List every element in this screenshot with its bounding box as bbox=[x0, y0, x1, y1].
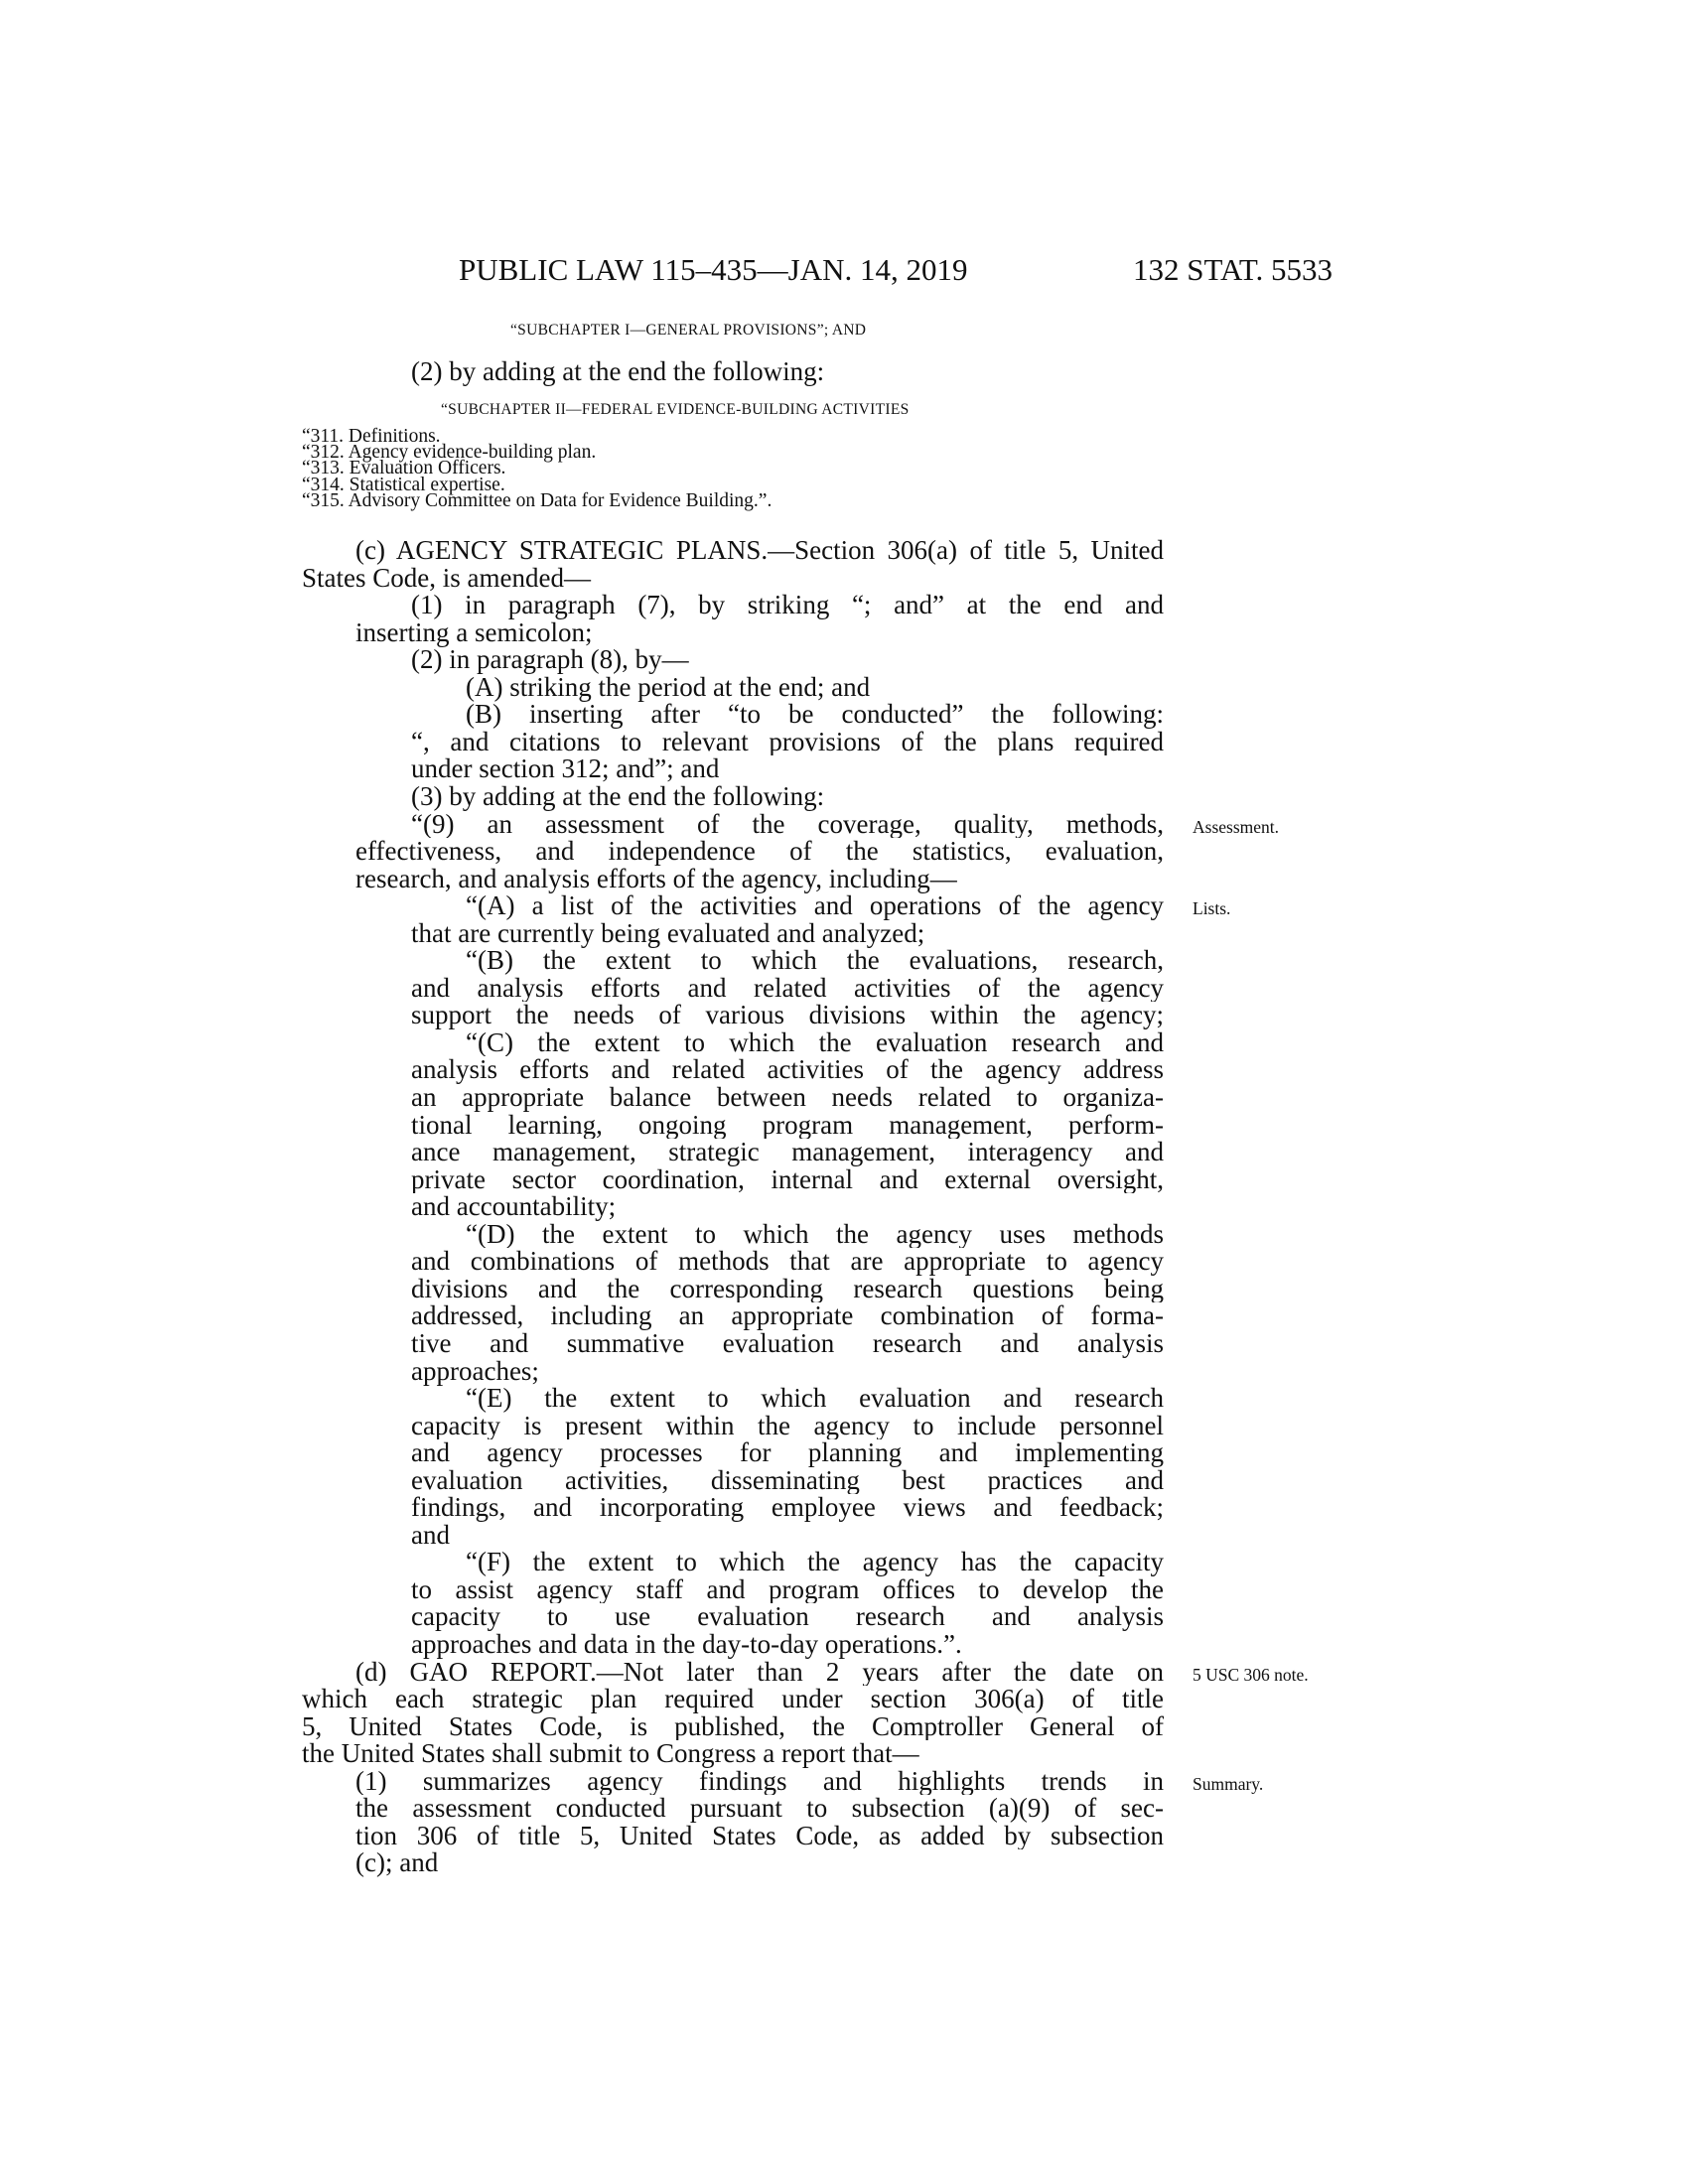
text-line: the United States shall submit to Congress a report that— bbox=[302, 1738, 919, 1769]
text-line: to assist agency staff and program offices to develop the bbox=[411, 1575, 1164, 1604]
subchapter-ii-heading: “SUBCHAPTER II—FEDERAL EVIDENCE-BUILDING ACTIVITIES bbox=[441, 401, 910, 418]
text-line: 5, United States Code, is published, the Comptroller General of bbox=[302, 1712, 1164, 1741]
text-line: private sector coordination, internal and external oversight, bbox=[411, 1165, 1164, 1194]
text-line: (c) AGENCY STRATEGIC PLANS.—Section 306(a) of title 5, United bbox=[355, 537, 1164, 565]
text-line: “(B) the extent to which the evaluations, research, bbox=[466, 947, 1164, 975]
text-line: addressed, including an appropriate combination of forma- bbox=[411, 1302, 1164, 1330]
table-of-sections bbox=[302, 426, 773, 511]
text-line: approaches and data in the day-to-day operations.”. bbox=[411, 1629, 962, 1659]
text-line: and agency processes for planning and implementing bbox=[411, 1439, 1164, 1467]
text-line: effectiveness, and independence of the statistics, evaluation, bbox=[355, 838, 1164, 866]
text-line: divisions and the corresponding research questions being bbox=[411, 1275, 1164, 1303]
text-line: tive and summative evaluation research and analysis bbox=[411, 1329, 1164, 1358]
text-line: an appropriate balance between needs related to organiza- bbox=[411, 1084, 1164, 1112]
running-header-page-number: 132 STAT. 5533 bbox=[1133, 252, 1334, 287]
text-line: (2) in paragraph (8), by— bbox=[411, 644, 689, 675]
text-line: “(C) the extent to which the evaluation research and bbox=[466, 1028, 1164, 1057]
text-line: research, and analysis efforts of the agency, including— bbox=[355, 863, 957, 893]
toc-item: “312. Agency evidence-building plan. bbox=[302, 442, 597, 464]
text-line: findings, and incorporating employee views and feedback; bbox=[411, 1494, 1164, 1522]
margin-note: Summary. bbox=[1193, 1773, 1264, 1794]
text-line: (1) summarizes agency findings and highlights trends in bbox=[355, 1767, 1164, 1796]
text-line: (A) striking the period at the end; and bbox=[466, 671, 871, 702]
item-2-intro: (2) by adding at the end the following: bbox=[411, 356, 825, 386]
text-line: “(E) the extent to which evaluation and research bbox=[466, 1385, 1164, 1413]
margin-note: Lists. bbox=[1193, 898, 1231, 919]
text-line: “(F) the extent to which the agency has the capacity bbox=[466, 1549, 1164, 1576]
text-line: tional learning, ongoing program management, perform- bbox=[411, 1111, 1164, 1140]
toc-item: “311. Definitions. bbox=[302, 426, 441, 447]
running-header-title: PUBLIC LAW 115–435—JAN. 14, 2019 bbox=[459, 252, 968, 287]
text-line: (d) GAO REPORT.—Not later than 2 years after the date on bbox=[355, 1658, 1164, 1687]
text-line: “(9) an assessment of the coverage, quality, methods, bbox=[411, 810, 1164, 839]
text-line: “(D) the extent to which the agency uses methods bbox=[466, 1220, 1164, 1249]
toc-item: “314. Statistical expertise. bbox=[302, 474, 505, 495]
margin-note: 5 USC 306 note. bbox=[1193, 1664, 1309, 1685]
text-line: approaches; bbox=[411, 1355, 539, 1386]
text-line: and analysis efforts and related activities of the agency bbox=[411, 974, 1164, 1003]
text-line: analysis efforts and related activities of the agency address bbox=[411, 1056, 1164, 1085]
text-line: “(A) a list of the activities and operations of the agency bbox=[466, 892, 1164, 920]
text-line: and combinations of methods that are appropriate to agency bbox=[411, 1248, 1164, 1276]
text-line: capacity is present within the agency to include personnel bbox=[411, 1412, 1164, 1440]
text-line: that are currently being evaluated and analyzed; bbox=[411, 917, 925, 948]
text-line: which each strategic plan required under section 306(a) of title bbox=[302, 1686, 1164, 1713]
text-line: “, and citations to relevant provisions of the plans required bbox=[411, 728, 1164, 756]
text-line: (B) inserting after “to be conducted” the following: bbox=[466, 701, 1164, 729]
text-line: ance management, strategic management, interagency and bbox=[411, 1139, 1164, 1166]
text-line: evaluation activities, disseminating best practices and bbox=[411, 1466, 1164, 1495]
text-line: under section 312; and”; and bbox=[411, 753, 720, 784]
toc-item: “315. Advisory Committee on Data for Evidence Building.”. bbox=[302, 489, 773, 511]
text-line: States Code, is amended— bbox=[302, 562, 591, 593]
subchapter-i-heading: “SUBCHAPTER I—GENERAL PROVISIONS”; AND bbox=[510, 322, 867, 339]
text-line: inserting a semicolon; bbox=[355, 616, 593, 647]
text-line: capacity to use evaluation research and analysis bbox=[411, 1603, 1164, 1632]
toc-item: “313. Evaluation Officers. bbox=[302, 458, 506, 479]
text-line: tion 306 of title 5, United States Code, as added by subsection bbox=[355, 1822, 1164, 1850]
text-line: and bbox=[411, 1519, 450, 1550]
text-line: (c); and bbox=[355, 1847, 439, 1878]
margin-note: Assessment. bbox=[1193, 816, 1280, 837]
text-line: the assessment conducted pursuant to subsection (a)(9) of sec- bbox=[355, 1795, 1164, 1823]
text-line: (3) by adding at the end the following: bbox=[411, 780, 825, 811]
text-line: (1) in paragraph (7), by striking “; and” at the end and bbox=[411, 592, 1164, 619]
text-line: and accountability; bbox=[411, 1191, 617, 1222]
text-line: support the needs of various divisions within the agency; bbox=[411, 1002, 1164, 1029]
